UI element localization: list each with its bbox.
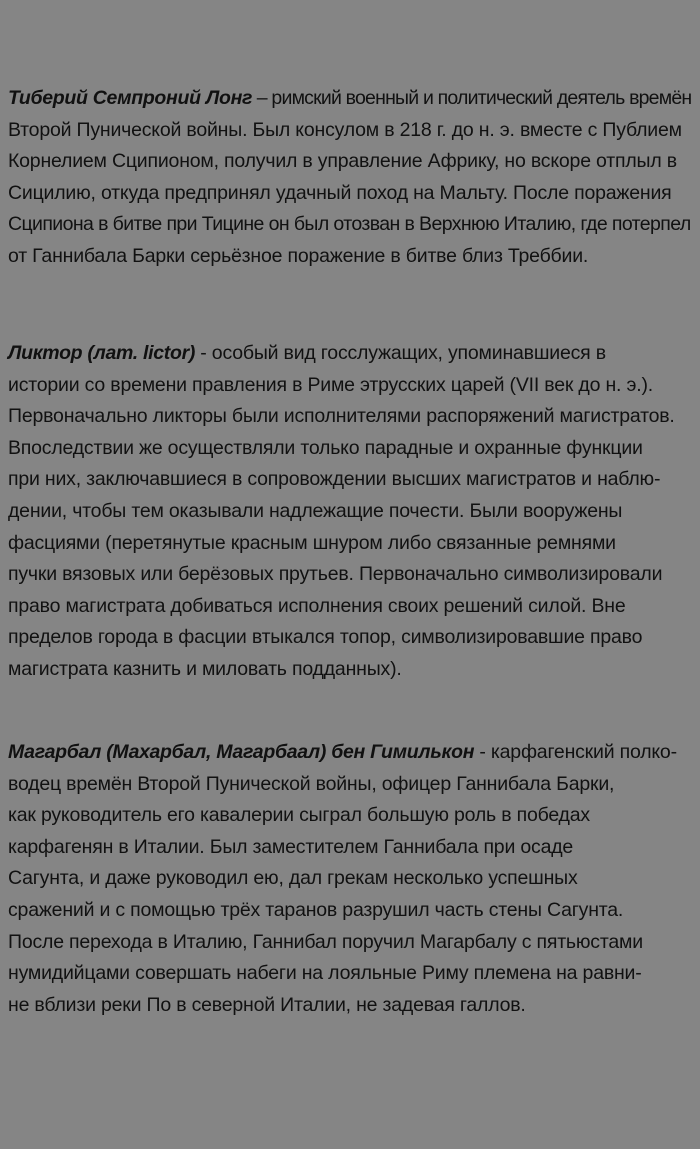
entry-line: магистрата казнить и миловать подданных).	[8, 657, 402, 680]
entry-line: карфагенян в Италии. Был заместителем Ганнибала при осаде	[8, 835, 574, 858]
entry-text: - карфагенский полко-	[474, 741, 677, 763]
entry-line: при них, заключавшиеся в сопровождении высших магистратов и наблю-	[8, 468, 661, 491]
entry-line: нумидийцами совершать набеги на лояльные Риму племена на равни-	[8, 962, 642, 985]
entry-line: Сицилию, откуда предпринял удачный поход на Мальту. После поражения	[8, 181, 672, 204]
glossary-entry-maharbal	[8, 737, 692, 1021]
entry-line: Корнелием Сципионом, получил в управление Африку, но вскоре отплыл в	[8, 150, 677, 173]
entry-line: фасциями (перетянутые красным шнуром либо связанные ремнями	[8, 531, 616, 554]
entry-line: пределов города в фасции втыкался топор, символизировавшие право	[8, 626, 643, 649]
entry-line: водец времён Второй Пунической войны, офицер Ганнибала Барки,	[8, 772, 615, 795]
entry-text: – римский военный и политический деятель времён	[252, 87, 692, 109]
entry-line: Сагунта, и даже руководил ею, дал грекам несколько успешных	[8, 867, 578, 890]
entry-line: Первоначально ликторы были исполнителями распоряжений магистратов.	[8, 405, 675, 428]
entry-term: Тиберий Семпроний Лонг	[8, 87, 253, 109]
entry-line: как руководитель его кавалерии сыграл большую роль в победах	[8, 804, 590, 827]
entry-line: Сципиона в битве при Тицине он был отозван в Верхнюю Италию, где потерпел	[8, 213, 691, 236]
entry-line: сражений и с помощью трёх таранов разрушил часть стены Сагунта.	[8, 898, 624, 921]
entry-line: дении, чтобы тем оказывали надлежащие почести. Были вооружены	[8, 499, 623, 522]
entry-line: Второй Пунической войны. Был консулом в 218 г. до н. э. вместе с Публием	[8, 118, 682, 141]
entry-line	[8, 83, 692, 115]
entry-line: истории со времени правления в Риме этрусских царей (VII век до н. э.).	[8, 373, 653, 396]
entry-text: - особый вид госслужащих, упоминавшиеся в	[195, 342, 606, 364]
entry-term: Ликтор (лат. lictor)	[8, 342, 196, 364]
entry-line: Впоследствии же осуществляли только парадные и охранные функции	[8, 436, 643, 459]
entry-term: Магарбал (Махарбал, Магарбаал) бен Гимилькон	[8, 741, 475, 763]
entry-line: не вблизи реки По в северной Италии, не задевая галлов.	[8, 993, 526, 1016]
entry-line: После перехода в Италию, Ганнибал поручил Магарбалу с пятьюстами	[8, 930, 643, 953]
glossary-entry-lictor	[8, 338, 692, 686]
entry-line	[8, 338, 692, 370]
entry-line	[8, 737, 692, 769]
entry-line: пучки вязовых или берёзовых прутьев. Первоначально символизировали	[8, 563, 663, 586]
entry-line: право магистрата добиваться исполнения своих решений силой. Вне	[8, 594, 626, 617]
entry-line: от Ганнибала Барки серьёзное поражение в битве близ Треббии.	[8, 244, 589, 267]
glossary-entry-longus	[8, 83, 692, 273]
